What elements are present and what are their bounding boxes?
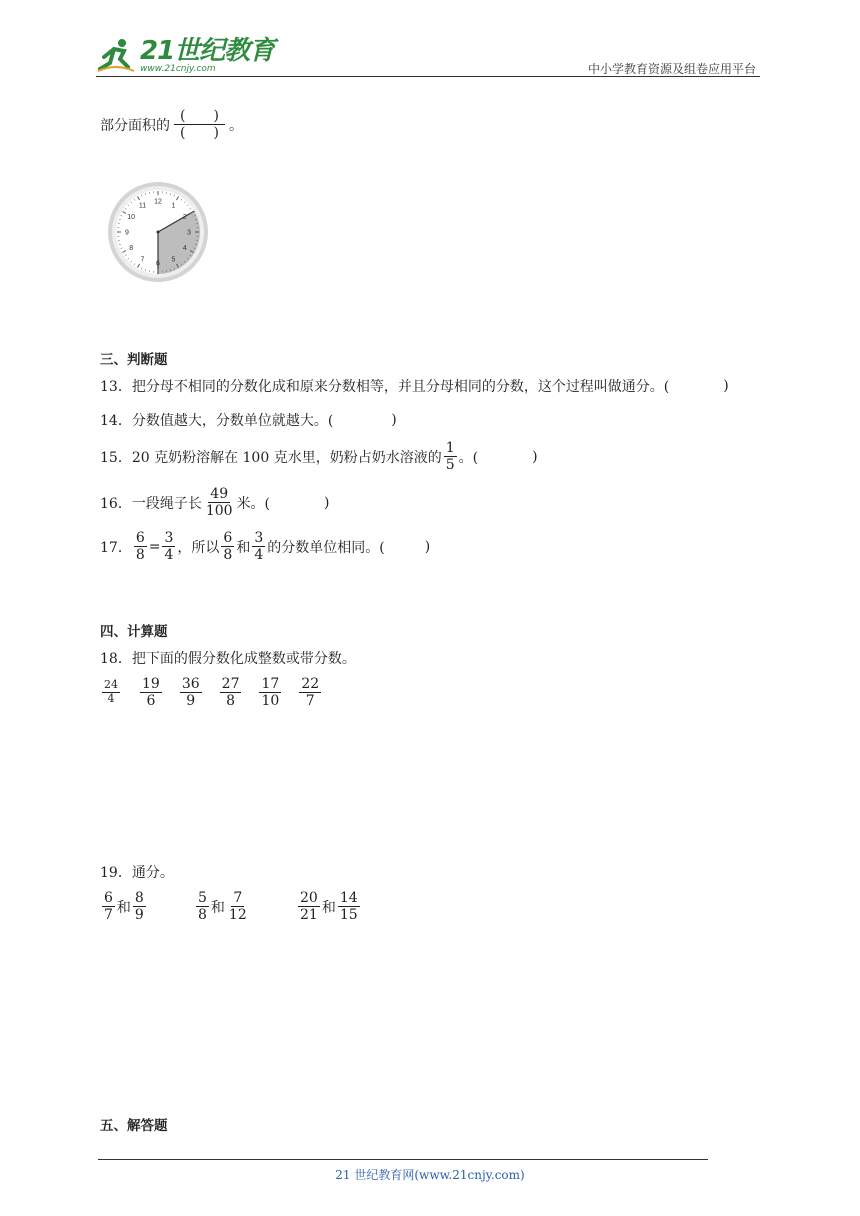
clock-number: 6 [156,260,160,268]
q17-and: 和 [236,539,251,556]
section-3-title: 三、判断题 [100,352,168,368]
q17-prefix: 17． [100,539,132,556]
fraction-numerator: 22 [301,676,320,692]
fraction-numerator: 6 [104,890,113,906]
q12-blank-fraction [174,108,225,141]
fraction-numerator: 19 [142,676,160,692]
fraction-denominator: 8 [223,547,233,564]
and-text: 和 [210,899,225,916]
question-18: 18．把下面的假分数化成整数或带分数。 [100,651,356,667]
fraction-denominator: 9 [186,693,196,710]
question-16 [100,486,330,519]
fraction-numerator: 20 [300,890,318,906]
fraction-numerator: 8 [134,890,144,906]
q12-prefix: 部分面积的 [100,117,170,134]
fraction-numerator: 3 [254,530,264,546]
fraction-numerator: 7 [233,890,243,906]
clock-number: 8 [129,245,134,252]
fraction-denominator: 6 [146,693,156,710]
clock-center [157,231,160,234]
q12-tail [100,108,243,141]
q19-pair-1 [100,890,148,923]
section-4-title: 四、计算题 [100,624,168,640]
fraction-denominator: 21 [300,907,318,924]
fraction-numerator: 6 [135,530,145,546]
fraction-numerator: 3 [164,530,174,546]
q19-pair-2 [194,890,251,923]
q16-fraction [204,486,235,519]
fraction-numerator: ( ) [174,108,225,125]
q18-fraction-4 [220,676,242,709]
clock-number: 3 [187,229,191,237]
q15-suffix: 。( [458,449,479,466]
clock-number: 2 [182,214,187,221]
clock-number: 4 [182,245,187,252]
fraction-numerator: 24 [104,678,118,692]
footer-divider [98,1159,708,1160]
q17-suffix: 的分数单位相同。( [267,539,385,556]
fraction-denominator: 5 [445,457,455,474]
q19-pair-3 [296,890,362,923]
fraction-denominator: 4 [107,692,115,706]
q13-close: ) [723,378,729,394]
fraction-denominator: 7 [305,693,315,710]
question-14 [100,410,397,430]
logo-url: www.21cnjy.com [140,64,216,74]
q18-fraction-1 [102,679,120,705]
fraction-numerator: 36 [181,676,200,692]
clock-svg [104,180,212,288]
fraction-denominator: 15 [339,907,358,924]
q19-pair-1-a [102,890,115,923]
fraction-denominator: 8 [135,547,145,564]
fraction-denominator: ( ) [180,125,219,142]
fraction-numerator: 5 [198,890,207,906]
q14-text: 14．分数值越大，分数单位就越大。( [100,413,334,429]
fraction-denominator: 12 [228,907,247,924]
q17-fraction-3 [221,530,234,563]
q18-fraction-3 [180,676,202,709]
fraction-denominator: 4 [164,547,174,564]
header-divider [96,76,760,77]
q18-fraction-list [100,676,323,709]
q17-fraction-1 [134,530,147,563]
clock-number: 1 [171,202,176,210]
question-13 [100,376,729,396]
q17-fraction-4 [252,530,265,563]
clock-number: 11 [138,202,147,210]
q16-suffix: 米。( [236,495,271,512]
q19-pair-3-a [298,890,320,923]
footer-site-link[interactable]: 21 世纪教育网(www.21cnjy.com) [335,1168,525,1182]
q19-pair-2-b [227,890,249,923]
q19-pair-1-b [133,890,146,923]
logo-title: 21世纪教育 [140,36,275,66]
q15-close: ) [532,448,538,465]
fraction-denominator: 9 [134,907,144,924]
q15-prefix: 15．20 克奶粉溶解在 100 克水里，奶粉占奶水溶液的 [100,449,442,466]
q16-prefix: 16．一段绳子长 [100,495,202,512]
runner-logo-icon [96,37,136,75]
q18-fraction-5 [259,676,281,709]
q19-pair-3-b [338,890,360,923]
fraction-numerator: 17 [261,676,280,692]
fraction-numerator: 27 [221,676,240,692]
fraction-denominator: 10 [261,693,280,710]
clock-number: 7 [140,256,145,264]
q17-mid: ，所以 [177,539,220,556]
question-19: 19．通分。 [100,865,174,881]
fraction-denominator: 8 [226,693,236,710]
q17-close: ) [424,538,431,555]
equals-sign: = [148,538,161,555]
fraction-numerator: 1 [445,440,455,456]
site-logo [96,36,274,76]
clock-figure [104,180,212,292]
fraction-denominator: 4 [254,547,264,564]
clock-number: 9 [125,229,129,237]
fraction-numerator: 6 [223,530,233,546]
and-text: 和 [321,899,336,916]
clock-number: 5 [171,256,176,264]
q14-close: ) [391,412,397,428]
q12-suffix: 。 [228,117,243,134]
fraction-denominator: 7 [104,907,113,924]
q19-pair-2-a [196,890,209,923]
fraction-numerator: 14 [339,890,358,906]
q18-fraction-6 [299,676,321,709]
section-5-title: 五、解答题 [100,1118,168,1134]
fraction-denominator: 100 [205,503,233,520]
q17-fraction-2 [162,530,175,563]
clock-number: 10 [127,214,136,221]
clock-number: 12 [154,198,162,206]
q13-text: 13．把分母不相同的分数化成和原来分数相等，并且分母相同的分数，这个过程叫做通分。( [100,379,670,395]
question-15 [100,440,538,473]
q15-fraction [444,440,457,473]
fraction-denominator: 8 [198,907,207,924]
and-text: 和 [116,899,131,916]
q18-fraction-2 [140,676,162,709]
q16-close: ) [324,494,330,511]
fraction-numerator: 49 [210,486,229,502]
header-platform-text: 中小学教育资源及组卷应用平台 [587,62,756,76]
question-17 [100,530,430,563]
